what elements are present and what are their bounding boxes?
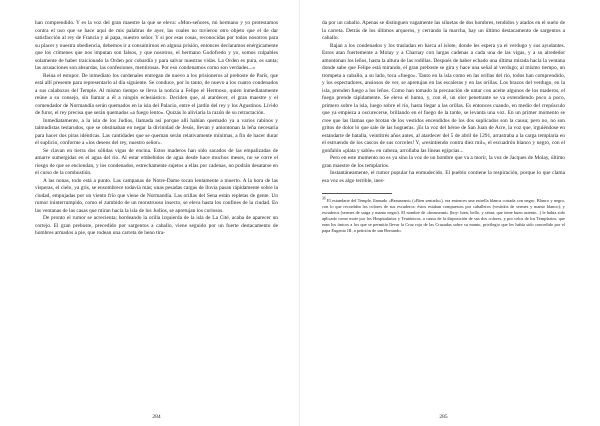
page-gutter bbox=[299, 0, 300, 426]
footnote bbox=[322, 198, 565, 234]
paragraph: De pronto el rumor se acrecienta; bordeando la orilla izquierda de la isla de La Cité, acaba de aparecer un cortejo. El gran preboste, precedido por sargentos a caballo, viene seguido por un fuerte destacamento de hombres armados a pie, que rodean una carreta de heno tira- bbox=[35, 215, 278, 236]
paragraph: Pero en este momento no es ya sino la voz de un hombre que va a morir, la voz de Jacques de Molay, último gran maestre de los templarios. bbox=[322, 155, 565, 169]
footnote-marker: 36 bbox=[322, 196, 326, 201]
paragraph: Inmediatamente, a la isla de los Judíos, llamada así porque allí habían quemado ya a varios rabinos y talmudistas testarudos, que se obstinaban en negar la divinidad de Jesús, llevan y amontonan la leña necesaria para hacer dos piras idénticas. Las cantidades que se queman serán relativamente mínimas, a fin de hacer durar el suplicio, conforme a «los deseos del rey, nuestro señor». bbox=[35, 117, 278, 146]
left-page-body bbox=[35, 20, 278, 238]
footnote-body: El estandarte del Temple, llamado «Beauseant» («Bien sentado»), era entonces una estrella blanca cortada con negro. Blanco y negro, con lo que recordaba los colores de sus escuderos: éstos estaban compuestos por caballeros (vestidos de sermes y manto blanco), y escuderos (sermes de sarga y manto negro). El nombre de «beauseant» (hoy: bien, bello, y séant, que tiene buen asiento...) le había sido aplicado como mote por los Hospitalarios y Teutónicos, a causa de la disposición de sus dos colores, y por celos de los Templarios, que eran los únicos a los que se permitía llevar la Cruz roja de las Cruzadas sobre su manto, privilegio que les había sido concedido por el papa Eugenio III, a petición de san Bernardo. bbox=[322, 198, 565, 233]
paragraph: Bajan a los condenados y los trasladan en barca al islote, donde les espera ya el verdugo y sus ayudantes. Estos atan fuertemente a Molay y a Charnay con largas cadenas a cada una de las vigas, y a su alrededor amontonan los leños, hasta la altura de las rodillas. Después de haber echado una última mirada hacia la ventana donde sabe que Felipe está mirando, el gran preboste se gira y hace una señal al verdugo; al mismo tiempo, un trompeta a caballo, a su lado, toca «fuego». Tanto en la isla como en las orillas del río, todos han comprendido, y los espectadores, ansiosos de ver, se apretujan en las escaleras y en las orillas. Los brazos del verdugo, en la isla, prenden fuego a los leños. Como han tomado la precaución de untar con aceite algunos de los maderos, el fuego prende rápidamente. Se eleva el humo, y, con él, un olor penetrante se va extendiendo poco a poco, primero sobre la isla, luego sobre el río, hasta llegar a las orillas. Es entonces cuando, en medio del crepúsculo que ya empieza a oscurecerse, brillando en el fuego de la tarde, se levanta una voz. En un primer momento se cree que las llamas que brotan de los vestidos encendidos de los dos suplicados son la causa; pero no, no son gritos de dolor lo que sale de las hogueras. ¡Es la voz del héroe de San Juan de Acre, la voz que, irguiéndose en estandarte de batalla, veintitrés años antes, al atardecer del 5 de abril de 1291, arrastraba a la carga templaria en el estruendo de los cascos de sus corceles! Y, «resintiendo contra diez mil», el escuadrón blanco y negro, con el gonfalón «plata y sable» en cabeza, arrollaba las líneas egipcias... bbox=[322, 42, 565, 154]
paragraph: da por un caballo. Apenas se distinguen vagamente las siluetas de dos hombres, tendidos y atados en el suelo de la carreta. Detrás de los últimos arqueros, y cerrando la marcha, hay un último destacamento de sargentos a caballo. bbox=[322, 20, 565, 41]
paragraph: Reina el estupor. De inmediato los cardenales entregan de nuevo a los prisioneros al preboste de París, que está allí presente para representarlo al día siguiente. Se conduce, por lo tanto, de nuevo a los cuatro condenados a sus calabozos del Temple. Al mismo tiempo se lleva la noticia a Felipe el Hermoso, quien inmediatamente reúne a su consejo, sin llamar a él a ningún eclesiástico. Deciden que, al atardecer, el gran maestre y el comendador de Normandía serán quemados en la isla del Palacio, entre el jardín del rey y los Agustinos. Lívido de furor, el rey precisa que serán quemados «a fuego lento». Quizás lo aliviaría la razón de su retractación. bbox=[35, 72, 278, 116]
paragraph: han comprendido. Y es la voz del gran maestre la que se eleva: «Mon-señores, mi hermano y yo protestamos contra el uso que se hace aquí de mis palabras de ayer, las cuales no tuvieron otro objeto que el de dar satisfacción al rey de Francia y al papa, nuestro señor. Y si por esas cosas, reconocidas por todos nosotros para su placer y nuestra obediencia, debemos ir a consumirnos en alguna prisión, entonces declaramos enérgicamente que los crímenes que nos imputan son falsos, y que nosotros, el hermano Godofredo y yo, somos culpables solamente de haber traicionado la Orden por cobardía y para salvar nuestras vidas. La Orden es pura, es santa; las acusaciones son absurdas, las confesiones, mentirosas. Por eso condenamos como son verdades...» bbox=[35, 20, 278, 71]
paragraph: Se clavan en tierra dos sólidas vigas de encina. Estos maderos han sido sacados de las empalizadas de amarre sumergidas en el agua del río. Al estar embebidos de agua desde hace muchos meses, no se corre el riesgo de que se enciendan, y los condenados, estrechamente sujetos a ellas por cadenas, no podrán desatarse en el curso de la combustión. bbox=[35, 147, 278, 176]
page-number: 284 bbox=[152, 414, 161, 420]
paragraph: Instantáneamente, el rumor popular ha enmudecido. El pueblo contiene la respiración, porque lo que clama esa voz es algo terrible, ines- bbox=[322, 170, 565, 184]
footnote-divider bbox=[322, 193, 392, 194]
left-page bbox=[35, 20, 278, 420]
page-number: 285 bbox=[439, 414, 448, 420]
right-page bbox=[322, 20, 565, 420]
right-page-body bbox=[322, 20, 565, 185]
footnote-text bbox=[322, 198, 565, 234]
paragraph: A las nonas, todo está a punto. Las campanas de Notre-Dame tocan lentamente a muerto. A la hora de las vísperas, el cielo, ya gris, se ensombrece todavía más; unas pesadas cargas de lluvia pasan rápidamente sobre la ciudad, empujadas por un viento frío que viene de Normandía. Las orillas del Sena están repletas de gente. Un rumor ininterrumpido, como el zumbido de un monstruoso insecto, se eleva hasta los confines de la ciudad. En las ventanas de las casas que miran hacia la isla de los Judíos, se apretujan los curiosos. bbox=[35, 177, 278, 214]
